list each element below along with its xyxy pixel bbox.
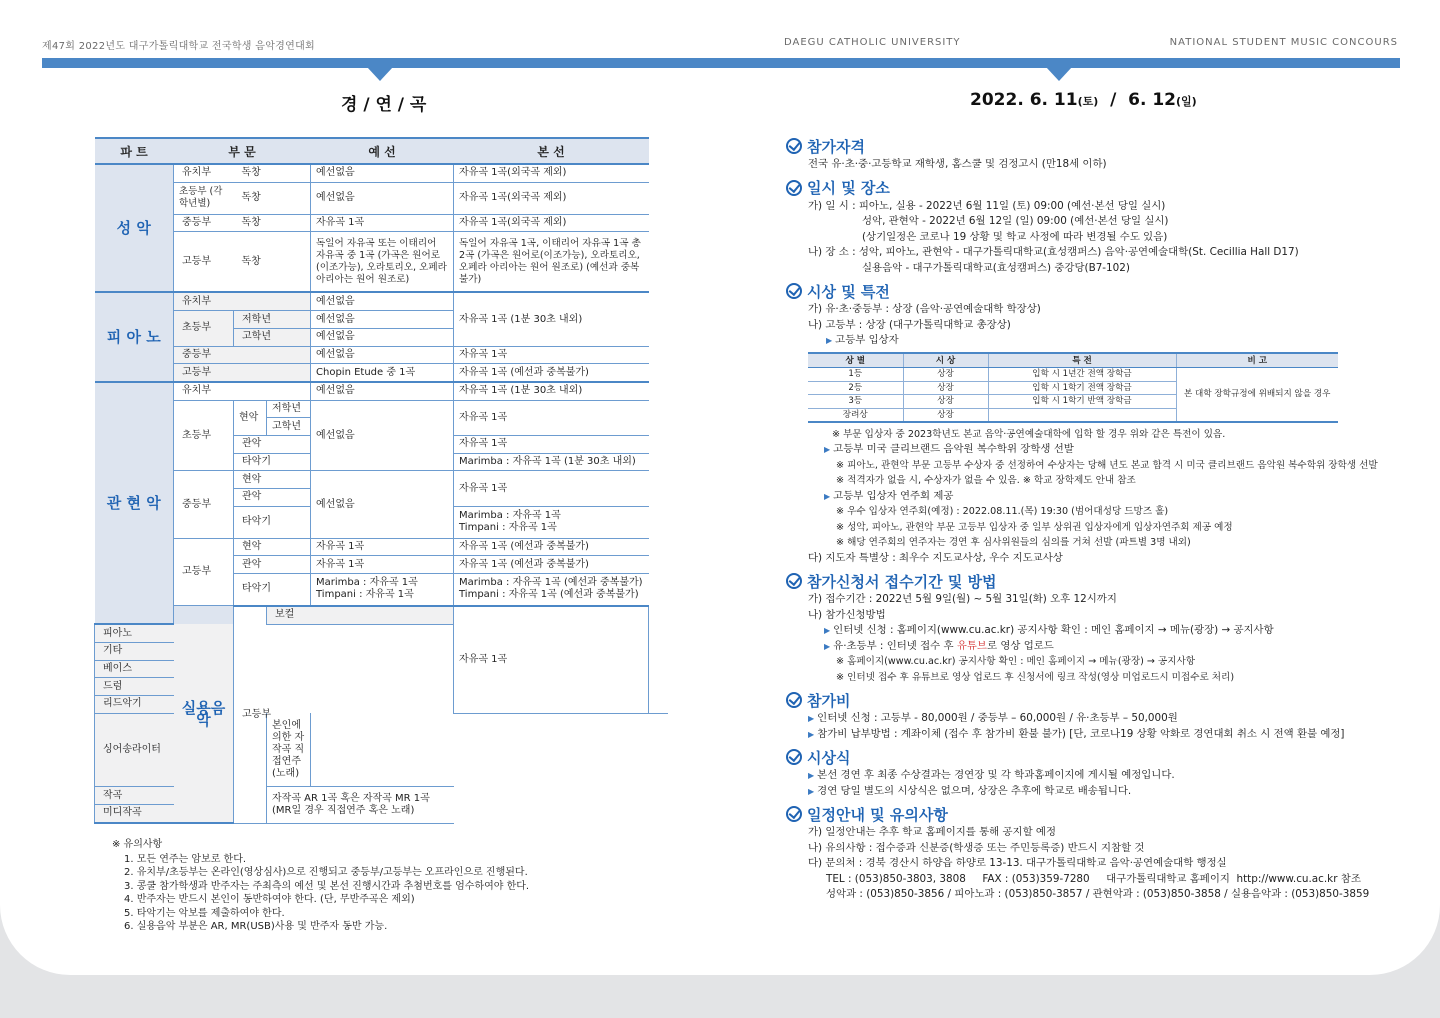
check-circle-icon [786,573,802,589]
table-row: 고학년 예선없음 [95,328,669,346]
table-row: 중등부 현악 예선없음 자유곡 1곡 [95,471,669,489]
table-row: 고학년 [95,418,669,436]
check-circle-icon [786,283,802,299]
table-row: 관악 자유곡 1곡 자유곡 1곡 (예선과 중복불가) [95,556,669,574]
section-heading: 일시 및 장소 [786,177,1376,199]
table-row: 미디작곡 [95,804,669,823]
table-row: 성 악 유치부 독창 예선없음 자유곡 1곡(외국곡 제외) [95,164,669,182]
check-circle-icon [786,806,802,822]
triangle-bullet-icon: ▶ [808,771,815,780]
table-row: 싱어송라이터 본인에 의한 자작곡 직접연주 (노래) [95,713,669,787]
header-center: DAEGU CATHOLIC UNIVERSITY [784,37,961,48]
table-row: 고등부 독창 독일어 자유곡 또는 이태리어 자유곡 중 1곡 (가곡은 원어로(이조가능), 오라토리오, 오페라 아리아는 원어 원조로) 독일어 자유곡 1곡, 이태리어 자유곡 1곡 총 2곡 (가곡은 원어로(이조가능), 오라토리오, 오페라 아리아는 원어 원조로) (예선과 중복불가) [95,232,669,293]
right-pointer-triangle [1046,67,1072,81]
award-table: 상 별 시 상 특 전 비 고 1등 상장 입학 시 1년간 전액 장학금 본 대학 장학규정에 위배되지 않을 경우 2등 상장 입학 시 1학기 전액 장학금 3등 상장 입학 시 1학기 반액 장학금 장려상 상장 [808,352,1338,423]
table-row: 기타 [95,642,669,660]
table-row: 실용음악 고등부 보컬 자유곡 1곡 [95,606,669,624]
table-row: 베이스 [95,660,669,678]
table-row: 중등부 예선없음 자유곡 1곡 [95,346,669,364]
table-row: 고등부 현악 자유곡 1곡 자유곡 1곡 (예선과 중복불가) [95,538,669,556]
table-row: 고등부 Chopin Etude 중 1곡 자유곡 1곡 (예선과 중복불가) [95,364,669,382]
triangle-bullet-icon: ▶ [824,491,831,501]
left-pointer-triangle [367,67,393,81]
triangle-bullet-icon: ▶ [826,336,833,345]
table-row: 리드악기 [95,695,669,713]
check-circle-icon [786,692,802,708]
section-heading: 시상 및 특전 [786,280,1376,302]
triangle-bullet-icon: ▶ [824,626,831,635]
table-row: 피아노 [95,624,669,642]
table-row: 초등부 (각학년별) 독창 예선없음 자유곡 1곡(외국곡 제외) [95,182,669,214]
check-circle-icon [786,749,802,765]
table-row: 관 현 악 유치부 예선없음 자유곡 1곡 (1분 30초 내외) [95,382,669,400]
table-row: 타악기 Marimba : 자유곡 1곡 (1분 30초 내외) [95,453,669,471]
section-heading: 시상식 [786,746,1376,768]
info-column: 참가자격 전국 유·초·중·고등학교 재학생, 홈스쿨 및 검정고시 (만18세 이하) 일시 및 장소 가) 일 시 : 피아노, 실용 - 2022년 6월 11일 (토) 09:00 (예선·본선 당일 실시) 성악, 관현악 - 2022년 6월 12일 (일) 09:00 (예선·본선 당일 실시) (상기일정은 코로나 19 상황 및 학교 사정에 따라 변경될 수도 있음) 나) 장 소 : 성악, 피아노, 관현악 - 대구가톨릭대학교(효성캠퍼스) 음악·공연예술대학(St. Cecillia Hall D17) 실용음악 - 대구가톨릭대학교(효성캠퍼스) 중강당(B7-102) 시상 및 특전 가) 유·초·중등부 : 상장 (음악·공연예술대학 학장상) 나) 고등부 : 상장 (대구가톨릭대학교 총장상) ▶ 고등부 입상자 상 별 시 상 특 전 비 고 1등 상장 입학 시 1년간 전액 장학금 본 대학 장학규정에 위배되지 않을 경우 2등 상장 입학 시 1학기 전액 장학금 3등 상장 입학 시 1학기 반액 장학금 장려상 상장 ※ 부문 입상자 중 2023학년도 본교 음악·공연예술대학에 입학 할 경우 위와 같은 특전이 있음. ▶ 고등부 미국 클리브랜드 음악원 복수학위 장학생 선발 ※ 피아노, 관현악 부문 고등부 수상자 중 선정하여 수상자는 당해 년도 본교 합격 시 미국 클리브랜드 음악원 복수학위 장학생 선발 ※ 적격자가 없을 시, 수상자가 없을 수 있음. ※ 학교 장학제도 안내 참조 ▶ 고등부 입상자 연주회 제공 ※ 우수 입상자 연주회(예정) : 2022.08.11.(목) 19:30 (범어대성당 드망즈 홀) ※ 성악, 피아노, 관현악 부문 고등부 입상자 중 일부 상위권 입상자에게 입상자연주회 제공 예정 ※ 해당 연주회의 연주자는 경연 후 심사위원들의 심의를 거쳐 선발 (파트별 3명 내외) 다) 지도자 특별상 : 최우수 지도교사상, 우수 지도교사상 참가신청서 접수기간 및 방법 가) 접수기간 : 2022년 5월 9일(월) ~ 5월 31일(화) 오후 12시까지 나) 참가신청방법 ▶ 인터넷 신청 : 홈페이지(www.cu.ac.kr) 공지사항 확인 : 메인 홈페이지 → 메뉴(광장) → 공지사항 ▶ 유·초등부 : 인터넷 접수 후 유튜브로 영상 업로드 ※ 홈페이지(www.cu.ac.kr) 공지사항 확인 : 메인 홈페이지 → 메뉴(광장) → 공지사항 ※ 인터넷 접수 후 유튜브로 영상 업로드 후 신청서에 링크 작성(영상 미업로드시 미접수로 처리) 참가비 ▶ 인터넷 신청 : 고등부 - 80,000원 / 중등부 – 60,000원 / 유·초등부 – 50,000원 ▶ 참가비 납부방법 : 계좌이체 (접수 후 참가비 환불 불가) [단, 코로나19 상황 악화로 경연대회 취소 시 전액 환불 예정] 시상식 ▶ 본선 경연 후 최종 수상결과는 경연장 및 각 학과홈페이지에 게시될 예정입니다. ▶ 경연 당일 별도의 시상식은 없으며, 상장은 추후에 학교로 배송됩니다. 일정안내 및 유의사항 가) 일정안내는 추후 학교 홈페이지를 통해 공지할 예정 나) 유의사항 : 접수증과 신분증(학생증 또는 주민등록증) 반드시 지참할 것 다) 문의처 : 경북 경산시 하양읍 하양로 13-13. 대구가톨릭대학교 음악·공연예술대학 행정실 TEL : (053)850-3803, 3808 FAX : (053)359-7280 대구가톨릭대학교 홈페이지 http://www.cu.ac.kr 참조 성악과 : (053)850-3856 / 피아노과 : (053)850-3857 / 관현악과 : (053)850-3858 / 실용음악과 : (053)850-3859 [786,131,1376,903]
table-row: 피 아 노 유치부 예선없음 자유곡 1곡 (1분 30초 내외) [95,292,669,310]
table-row: 중등부 독창 자유곡 1곡 자유곡 1곡(외국곡 제외) [95,214,669,232]
notes-section: ※ 유의사항 1. 모든 연주는 암보로 한다. 2. 유치부/초등부는 온라인(영상심사)으로 진행되고 중등부/고등부는 오프라인으로 진행된다. 3. 콩쿨 참가학생과 반주자는 주최측의 예선 및 본선 진행시간과 추첨번호를 엄수하여야 한다. 4. 반주자는 반드시 본인이 동반하여야 한다. (단, 무반주곡은 제외) 5. 타악기는 악보를 제출하여야 한다. 6. 실용음악 부분은 AR, MR(USB)사용 및 반주자 동반 가능. [112,839,530,932]
left-page-title: 경 / 연 / 곡 [341,95,427,115]
triangle-bullet-icon: ▶ [808,714,815,723]
table-header-row: 파 트 부 문 예 선 본 선 [95,138,669,164]
table-row: 타악기 Marimba : 자유곡 1곡 Timpani : 자유곡 1곡 [95,506,669,538]
header-bar [42,58,1400,68]
competition-table [94,137,668,824]
triangle-bullet-icon: ▶ [808,729,815,739]
header-left: 제47회 2022년도 대구가톨릭대학교 전국학생 음악경연대회 [42,41,316,52]
table-row: 타악기 Marimba : 자유곡 1곡 Timpani : 자유곡 1곡 Marimba : 자유곡 1곡 (예선과 중복불가) Timpani : 자유곡 1곡 (예선과 중복불가) [95,573,669,605]
right-page-title: 2022. 6. 11(토) / 6. 12(일) [970,90,1197,110]
check-circle-icon [786,180,802,196]
triangle-bullet-icon: ▶ [824,641,831,651]
header-right: NATIONAL STUDENT MUSIC CONCOURS [1169,37,1398,48]
triangle-bullet-icon: ▶ [808,786,815,796]
section-heading: 참가비 [786,689,1376,711]
check-circle-icon [786,138,802,154]
table-row: 드럼 [95,678,669,696]
table-row: 초등부 저학년 예선없음 [95,311,669,329]
triangle-bullet-icon: ▶ [824,445,831,454]
section-heading: 참가신청서 접수기간 및 방법 [786,570,1376,592]
table-row: 관악 자유곡 1곡 [95,436,669,454]
section-heading: 참가자격 [786,135,1376,157]
table-row: 작곡 자작곡 AR 1곡 혹은 자작곡 MR 1곡 (MR일 경우 직접연주 혹은 노래) [95,787,669,805]
table-row: 초등부 현악 저학년 예선없음 자유곡 1곡 [95,400,669,418]
table-row: 관악 [95,489,669,507]
section-heading: 일정안내 및 유의사항 [786,803,1376,825]
